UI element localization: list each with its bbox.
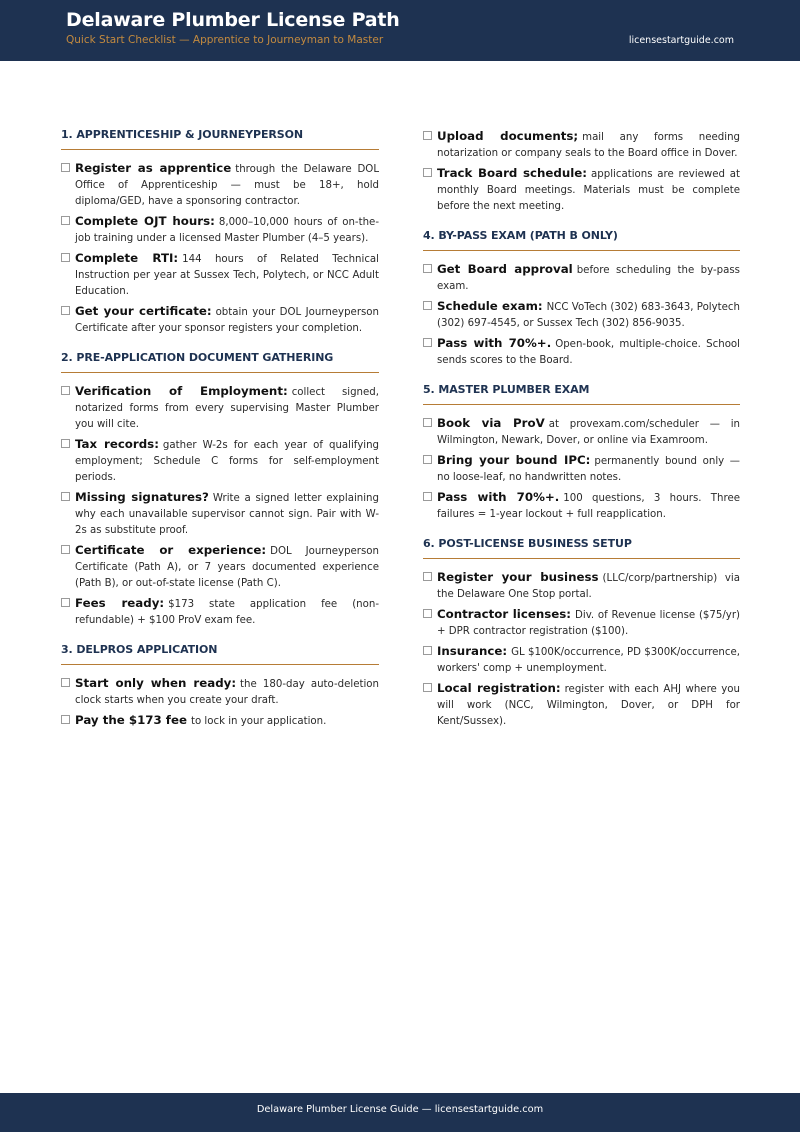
section-master-exam <box>423 383 740 523</box>
checklist-item <box>61 303 379 337</box>
checkbox[interactable] <box>423 264 432 273</box>
item-lead: Get Board approval <box>437 262 573 276</box>
item-lead: Verification of Employment: <box>75 384 288 398</box>
item-lead: Insurance: <box>437 644 508 658</box>
item-lead: Upload documents; <box>437 129 579 143</box>
checkbox[interactable] <box>423 338 432 347</box>
item-text: (LLC/corp/partnership) via the Delaware One Stop portal. <box>437 573 740 600</box>
checkbox[interactable] <box>61 253 70 262</box>
site-name: licensestartguide.com <box>628 35 734 46</box>
checkbox[interactable] <box>423 683 432 692</box>
checklist-item <box>423 606 740 640</box>
item-lead: Pass with 70%+. <box>437 336 552 350</box>
checklist-item <box>423 569 740 603</box>
item-text: register with each AHJ where you will work (NCC, Wilmington, Dover, or DPH for Kent/Sussex). <box>437 684 740 727</box>
checklist-item <box>61 160 379 210</box>
checkbox[interactable] <box>61 386 70 395</box>
item-text: obtain your DOL Journeyperson Certificate after your sponsor registers your completion. <box>75 307 379 334</box>
item-lead: Register as apprentice <box>75 161 232 175</box>
item-text: DOL Journeyperson Certificate (Path A), or 7 years documented experience (Path B), or out-of-state license (Path C). <box>75 546 379 589</box>
item-text: collect signed, notarized forms from every supervising Master Plumber you will cite. <box>75 387 379 430</box>
checklist-item <box>61 712 379 730</box>
checkbox[interactable] <box>423 572 432 581</box>
item-lead: Schedule exam: <box>437 299 543 313</box>
checklist-item <box>423 680 740 730</box>
section-documents <box>61 351 379 629</box>
item-lead: Complete RTI: <box>75 251 179 265</box>
item-lead: Pay the $173 fee <box>75 713 187 727</box>
item-text: to lock in your application. <box>190 716 327 727</box>
footer-text: Delaware Plumber License Guide — licensestartguide.com <box>256 1104 544 1115</box>
item-text: Open-book, multiple-choice. School sends scores to the Board. <box>437 339 740 366</box>
checklist-item <box>423 335 740 369</box>
section-bypass-exam <box>423 229 740 369</box>
item-lead: Missing signatures? <box>75 490 209 504</box>
section-title: 6. POST-LICENSE BUSINESS SETUP <box>423 537 740 559</box>
checkbox[interactable] <box>423 492 432 501</box>
item-text: applications are reviewed at monthly Board meetings. Materials must be complete before the next meeting. <box>437 169 741 212</box>
checklist-item <box>423 261 740 295</box>
section-title: 1. APPRENTICESHIP & JOURNEYPERSON <box>61 128 379 150</box>
item-lead: Tax records: <box>75 437 159 451</box>
checklist-item <box>423 128 740 162</box>
checkbox[interactable] <box>423 646 432 655</box>
checkbox[interactable] <box>423 418 432 427</box>
checklist-item <box>61 383 379 433</box>
item-text: through the Delaware DOL Office of Apprenticeship — must be 18+, hold diploma/GED, have a sponsoring contractor. <box>75 164 379 207</box>
checkbox[interactable] <box>61 216 70 225</box>
section-title: 2. PRE-APPLICATION DOCUMENT GATHERING <box>61 351 379 373</box>
checkbox[interactable] <box>423 609 432 618</box>
checklist-item <box>423 452 740 486</box>
checklist-item <box>423 415 740 449</box>
item-lead: Certificate or experience: <box>75 543 267 557</box>
item-text: GL $100K/occurrence, PD $300K/occurrence, workers' comp + unemployment. <box>437 647 740 674</box>
item-lead: Register your business <box>437 570 599 584</box>
item-lead: Contractor licenses: <box>437 607 572 621</box>
section-delpros <box>61 643 379 730</box>
page-title: Delaware Plumber License Path <box>66 9 400 31</box>
checkbox[interactable] <box>61 545 70 554</box>
checkbox[interactable] <box>61 439 70 448</box>
section-title: 3. DELPROS APPLICATION <box>61 643 379 665</box>
item-text: 100 questions, 3 hours. Three failures = 1-year lockout + full reapplication. <box>437 493 740 520</box>
checklist-item <box>61 595 379 629</box>
item-text: permanently bound only — no loose-leaf, no handwritten notes. <box>437 456 740 483</box>
item-text: gather W-2s for each year of qualifying employment; Schedule C forms for self-employment periods. <box>75 440 380 483</box>
checklist-item <box>423 165 740 215</box>
item-text: the 180-day auto-deletion clock starts when you create your draft. <box>75 679 379 706</box>
checkbox[interactable] <box>61 715 70 724</box>
item-text: 8,000–10,000 hours of on-the-job training under a licensed Master Plumber (4–5 years). <box>75 217 379 244</box>
left-column <box>61 128 379 744</box>
section-business-setup <box>423 537 740 730</box>
item-text: Write a signed letter explaining why each unavailable supervisor cannot sign. Pair with W-2s as substitute proof. <box>75 493 379 536</box>
checklist-item <box>61 489 379 539</box>
item-lead: Pass with 70%+. <box>437 490 560 504</box>
item-lead: Get your certificate: <box>75 304 212 318</box>
page-footer <box>0 1093 800 1132</box>
checklist-item <box>61 542 379 592</box>
item-text: Div. of Revenue license ($75/yr) + DPR contractor registration ($100). <box>437 610 740 637</box>
item-lead: Fees ready: <box>75 596 165 610</box>
item-text: $173 state application fee (non-refundable) + $100 ProV exam fee. <box>75 599 380 626</box>
section-title: 4. BY-PASS EXAM (PATH B ONLY) <box>423 229 740 251</box>
checklist-item <box>61 250 379 300</box>
page-subtitle: Quick Start Checklist — Apprentice to Journeyman to Master <box>66 34 384 46</box>
item-text: at provexam.com/scheduler — in Wilmington, Newark, Dover, or online via Examroom. <box>437 419 740 446</box>
checkbox[interactable] <box>423 301 432 310</box>
checkbox[interactable] <box>61 492 70 501</box>
checkbox[interactable] <box>423 168 432 177</box>
page-header <box>0 0 800 61</box>
section-delpros-continued <box>423 128 740 215</box>
checklist-item <box>423 643 740 677</box>
checkbox[interactable] <box>61 598 70 607</box>
item-lead: Complete OJT hours: <box>75 214 215 228</box>
checkbox[interactable] <box>61 678 70 687</box>
right-column <box>423 128 740 744</box>
item-text: NCC VoTech (302) 683-3643, Polytech (302) 697-4545, or Sussex Tech (302) 856-9035. <box>437 302 740 329</box>
item-lead: Track Board schedule: <box>437 166 588 180</box>
checklist-item <box>423 489 740 523</box>
checklist-item <box>61 213 379 247</box>
item-text: mail any forms needing notarization or company seals to the Board office in Dover. <box>437 132 740 159</box>
checkbox[interactable] <box>61 163 70 172</box>
section-apprenticeship <box>61 128 379 337</box>
checklist-item <box>61 436 379 486</box>
checkbox[interactable] <box>423 131 432 140</box>
item-text: before scheduling the by-pass exam. <box>437 265 740 292</box>
item-lead: Book via ProV <box>437 416 545 430</box>
item-text: 144 hours of Related Technical Instruction per year at Sussex Tech, Polytech, or NCC Adult Education. <box>75 254 380 297</box>
section-title: 5. MASTER PLUMBER EXAM <box>423 383 740 405</box>
item-lead: Local registration: <box>437 681 561 695</box>
item-lead: Start only when ready: <box>75 676 237 690</box>
checkbox[interactable] <box>423 455 432 464</box>
checklist-item <box>61 675 379 709</box>
checkbox[interactable] <box>61 306 70 315</box>
checklist-item <box>423 298 740 332</box>
item-lead: Bring your bound IPC: <box>437 453 591 467</box>
